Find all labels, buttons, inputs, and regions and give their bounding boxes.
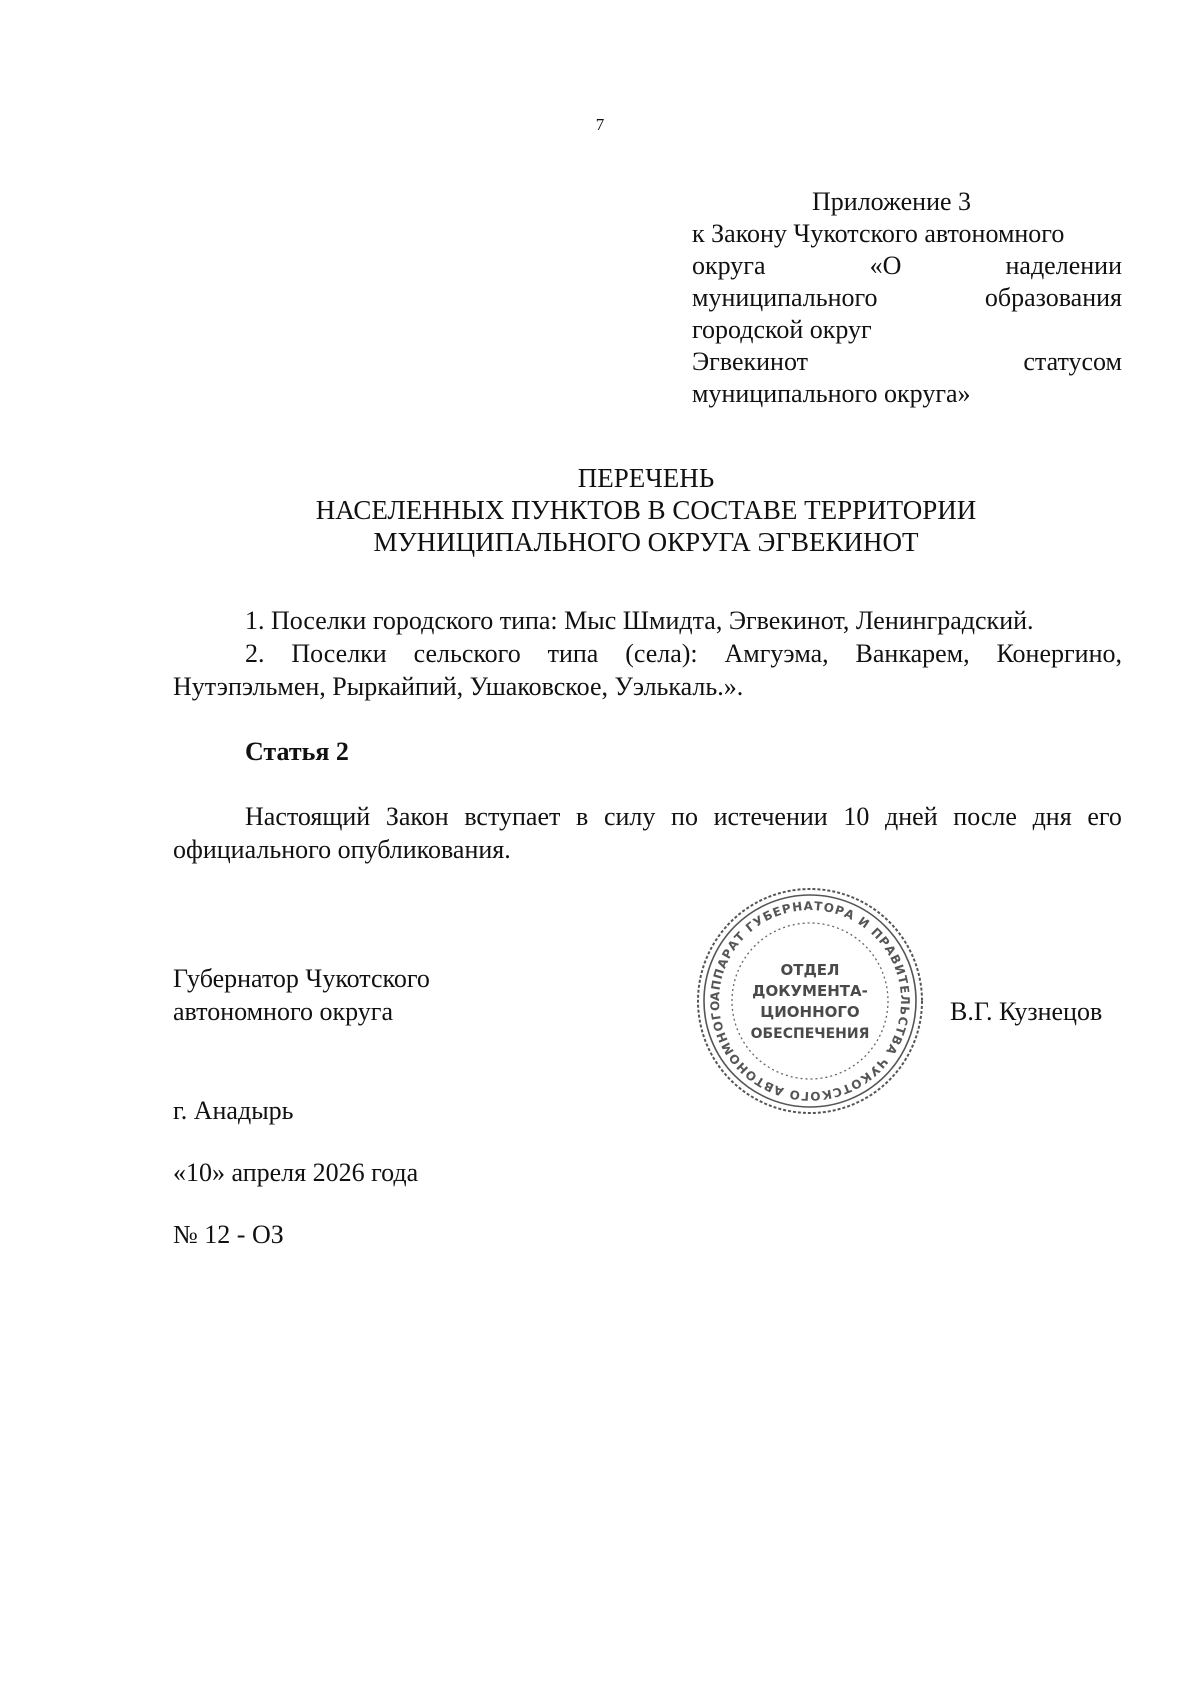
article-word: его bbox=[1087, 802, 1122, 831]
heading-line: МУНИЦИПАЛЬНОГО ОКРУГА ЭГВЕКИНОТ bbox=[373, 527, 919, 557]
stamp-center-line: ЦИОННОГО bbox=[760, 1003, 860, 1021]
article-word: истечении bbox=[713, 802, 828, 831]
article-word: в bbox=[576, 802, 589, 831]
settlements-list bbox=[173, 604, 1122, 703]
list-item-continuation: Нутэпэльмен, Рыркайпий, Ушаковское, Уэлькаль.». bbox=[173, 672, 744, 701]
article-word: после bbox=[953, 802, 1017, 831]
appendix-line-justified bbox=[692, 346, 1122, 378]
article-word: Настоящий bbox=[245, 802, 371, 831]
list-word: 2. bbox=[245, 639, 265, 668]
list-word: Конергино, bbox=[996, 639, 1122, 668]
document-heading bbox=[170, 462, 1122, 558]
position-line: автономного округа bbox=[173, 997, 393, 1026]
article-title: Статья 2 bbox=[245, 737, 349, 766]
appendix-word: наделении bbox=[1005, 251, 1122, 280]
stamp-seal bbox=[694, 885, 926, 1117]
list-item-line-justified bbox=[173, 637, 1122, 670]
list-word: Ванкарем, bbox=[855, 639, 970, 668]
article-word: вступает bbox=[464, 802, 561, 831]
appendix-line: муниципального округа» bbox=[692, 379, 971, 408]
list-word: типа bbox=[547, 639, 599, 668]
heading-line: ПЕРЕЧЕНЬ bbox=[577, 463, 715, 493]
article-word: дня bbox=[1032, 802, 1072, 831]
signing-date: «10» апреля 2026 года bbox=[173, 1158, 419, 1187]
heading-line: НАСЕЛЕННЫХ ПУНКТОВ В СОСТАВЕ ТЕРРИТОРИИ bbox=[315, 495, 977, 525]
appendix-word: округа bbox=[692, 251, 766, 280]
stamp-center-line: ДОКУМЕНТА- bbox=[752, 982, 868, 1000]
stamp-ring-text: АППАРАТ ГУБЕРНАТОРА И ПРАВИТЕЛЬСТВА ЧУКОТСКОГО АВТОНОМНОГО bbox=[707, 898, 913, 1104]
signatory-position bbox=[173, 962, 430, 1028]
signatory-name: В.Г. Кузнецов bbox=[950, 997, 1103, 1026]
stamp-center-line: ОТДЕЛ bbox=[780, 961, 840, 979]
article-paragraph bbox=[173, 800, 1122, 866]
appendix-word: муниципального bbox=[692, 283, 878, 312]
appendix-word: образования bbox=[984, 283, 1122, 312]
article-word: силу bbox=[603, 802, 656, 831]
article-word: по bbox=[671, 802, 698, 831]
article-word: Закон bbox=[385, 802, 449, 831]
appendix-word: «О bbox=[869, 251, 902, 280]
appendix-line-justified bbox=[692, 282, 1122, 314]
article-line: официального опубликования. bbox=[173, 835, 511, 864]
place-of-signing: г. Анадырь bbox=[173, 1096, 294, 1125]
appendix-word: статусом bbox=[1023, 347, 1122, 376]
stamp-center-line: ОБЕСПЕЧЕНИЯ bbox=[750, 1026, 870, 1042]
article-word: 10 bbox=[843, 802, 870, 831]
list-word: сельского bbox=[413, 639, 521, 668]
appendix-line-justified bbox=[692, 250, 1122, 282]
list-item: 1. Поселки городского типа: Мыс Шмидта, Эгвекинот, Ленинградский. bbox=[245, 606, 1034, 635]
article-line-justified bbox=[173, 800, 1122, 833]
appendix-title: Приложение 3 bbox=[812, 187, 972, 216]
page-number: 7 bbox=[595, 115, 605, 134]
appendix-line: к Закону Чукотского автономного bbox=[692, 219, 1065, 248]
list-word: Поселки bbox=[291, 639, 387, 668]
list-word: (села): bbox=[625, 639, 698, 668]
appendix-block bbox=[692, 186, 1122, 410]
position-line: Губернатор Чукотского bbox=[173, 964, 430, 993]
appendix-line: городской округ bbox=[692, 315, 872, 344]
appendix-word: Эгвекинот bbox=[692, 347, 808, 376]
law-number: № 12 - ОЗ bbox=[173, 1220, 284, 1249]
list-word: Амгуэма, bbox=[724, 639, 829, 668]
official-stamp bbox=[694, 885, 926, 1117]
article-word: дней bbox=[885, 802, 938, 831]
